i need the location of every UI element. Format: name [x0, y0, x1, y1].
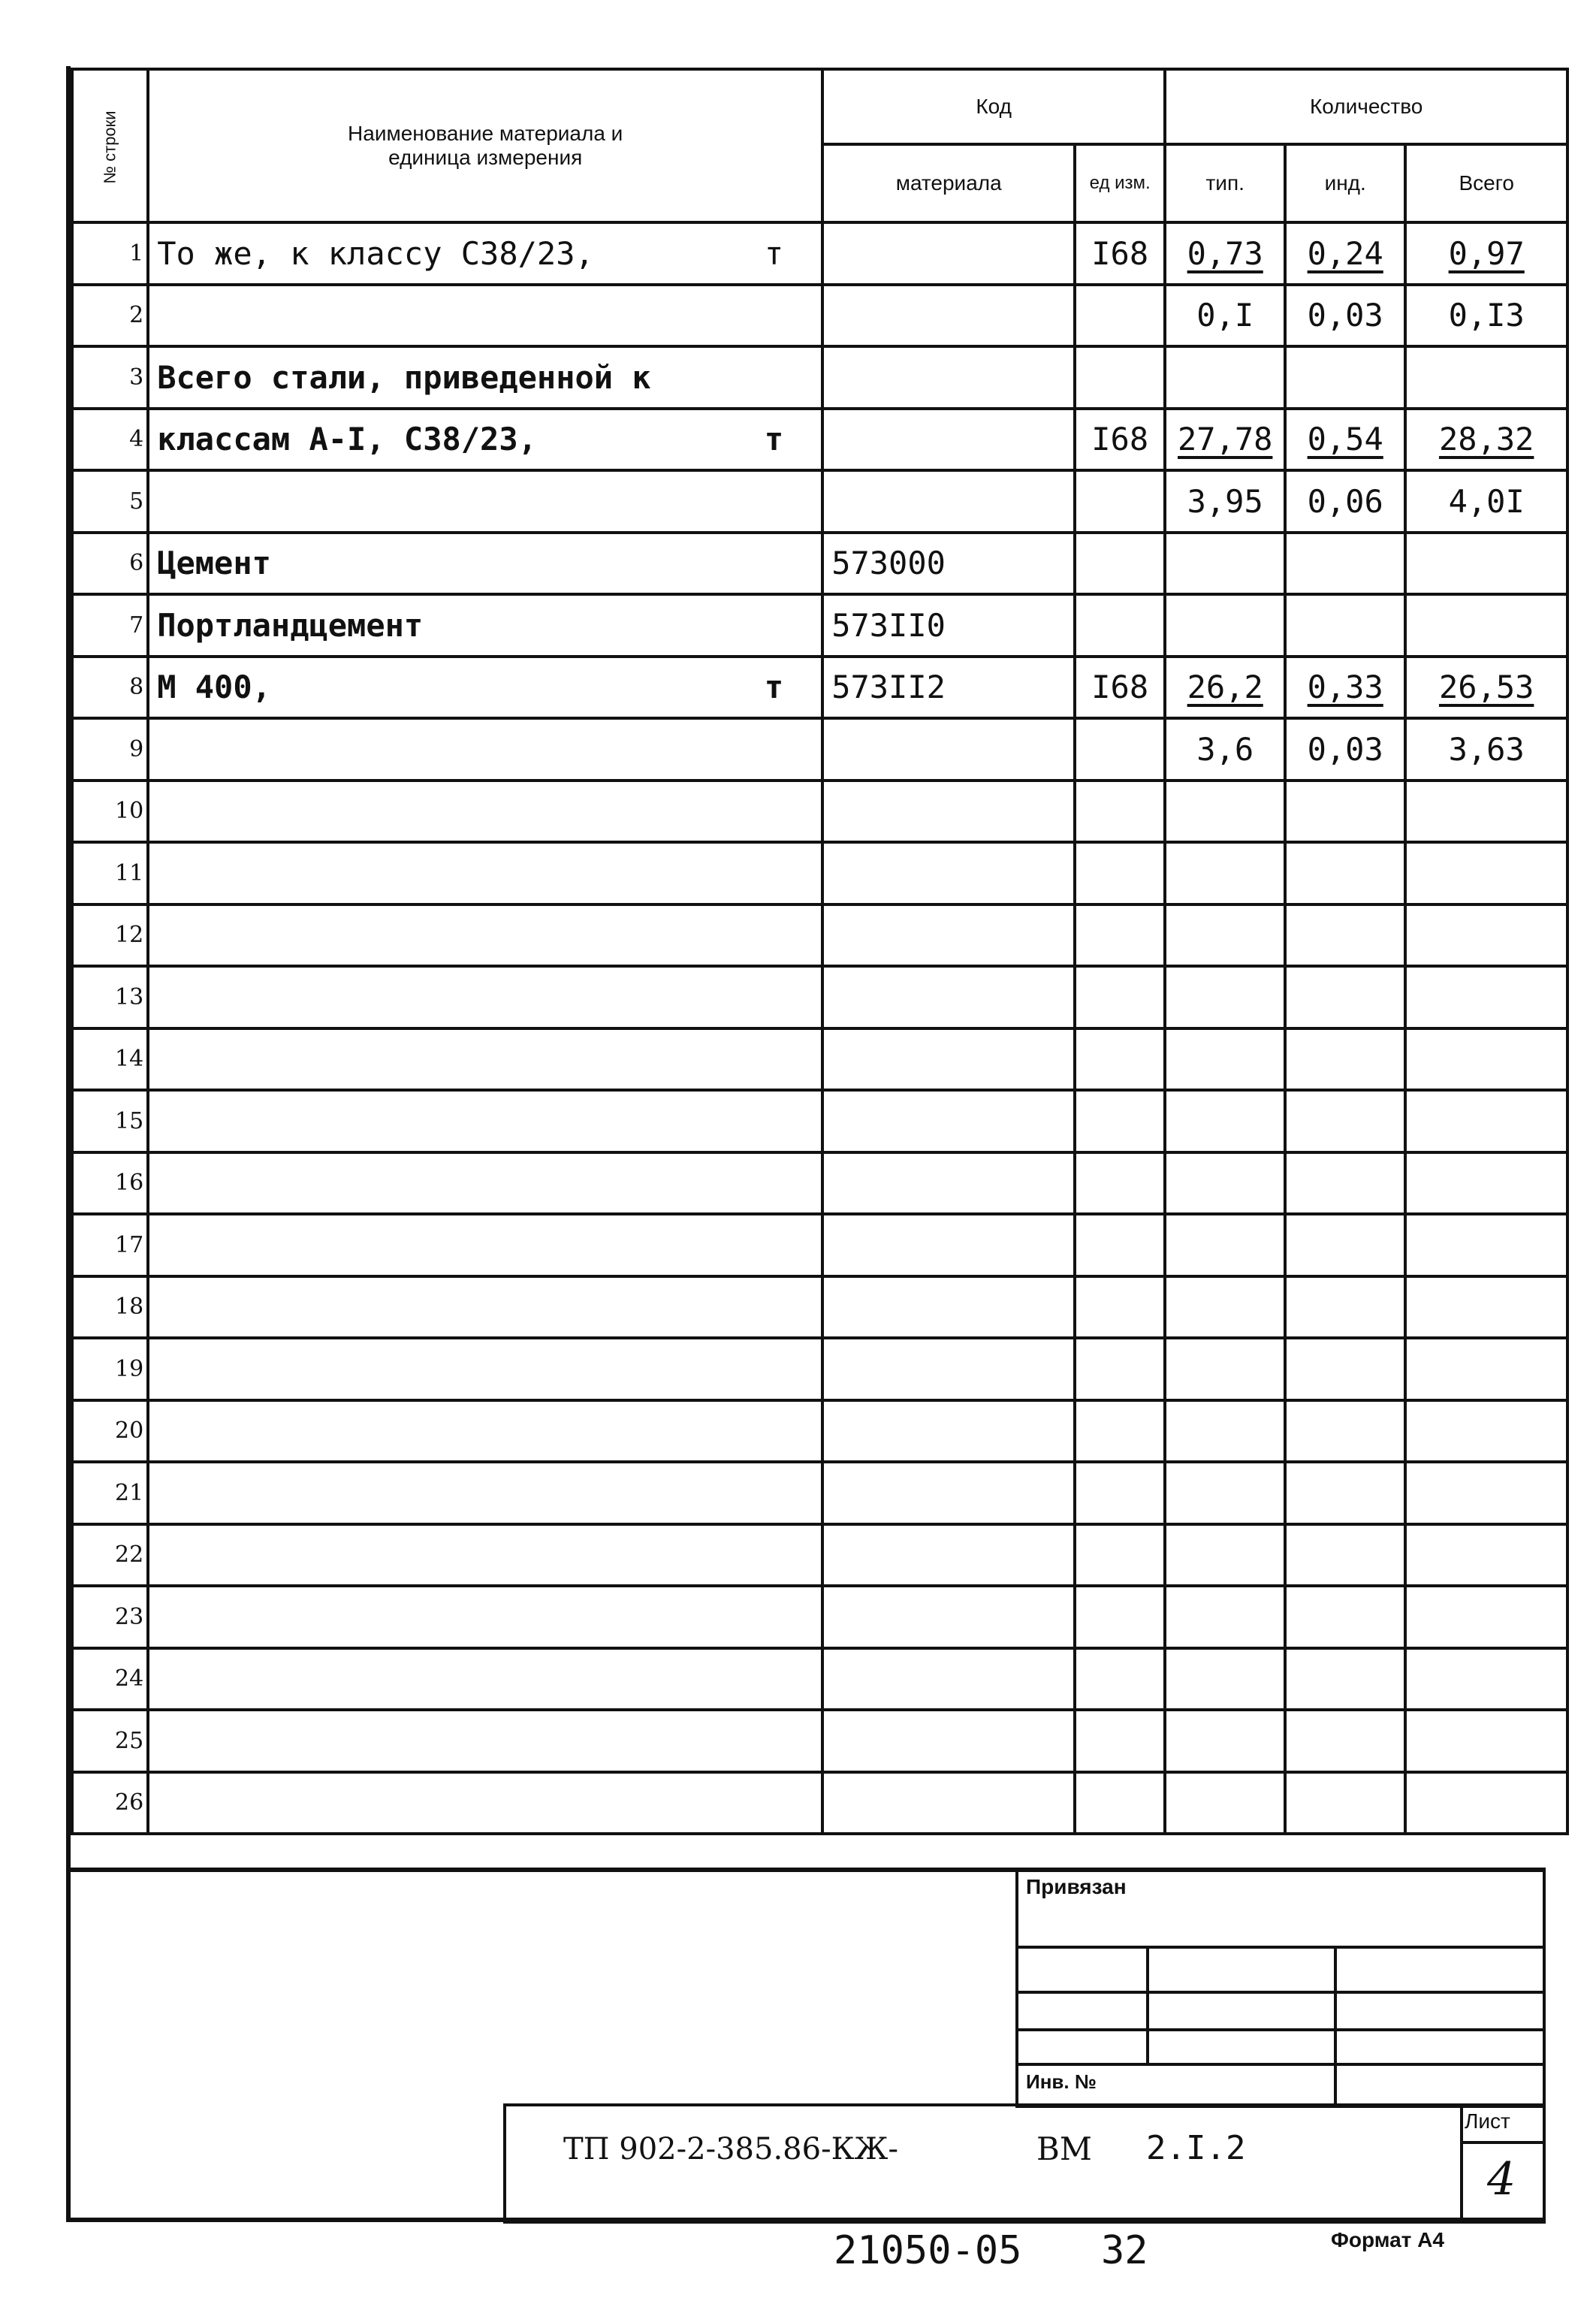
row-number: 6 — [72, 533, 148, 595]
material-name — [148, 657, 822, 719]
row-number: 8 — [72, 657, 148, 719]
row-number: 18 — [72, 1276, 148, 1339]
qty-total — [1405, 657, 1567, 719]
stamp-line — [1015, 2028, 1546, 2031]
material-code — [822, 1338, 1075, 1400]
sheet-label: Лист — [1465, 2109, 1510, 2133]
material-name — [148, 1586, 822, 1648]
row-number: 12 — [72, 904, 148, 967]
material-code: 573II0 — [822, 594, 1075, 657]
page-number: 32 — [1101, 2228, 1148, 2273]
row-number: 21 — [72, 1462, 148, 1524]
unit-code — [1075, 594, 1165, 657]
material-code — [822, 1648, 1075, 1711]
unit-code — [1075, 1214, 1165, 1276]
qty-ind — [1285, 470, 1405, 533]
material-name-text: То же, к классу С38/23, — [157, 234, 594, 272]
row-number: 13 — [72, 966, 148, 1028]
qty-total — [1405, 533, 1567, 595]
table-row — [72, 346, 1567, 409]
qty-typ — [1165, 409, 1285, 471]
material-name — [148, 1152, 822, 1215]
stamp-line — [1015, 2063, 1546, 2066]
material-name — [148, 285, 822, 347]
material-name — [148, 1710, 822, 1772]
table-row — [72, 1648, 1567, 1711]
table-row — [72, 1276, 1567, 1339]
qty-ind — [1285, 1028, 1405, 1091]
qty-total — [1405, 1710, 1567, 1772]
unit-code — [1075, 1648, 1165, 1711]
qty-typ — [1165, 470, 1285, 533]
material-code — [822, 1090, 1075, 1152]
row-number: 22 — [72, 1524, 148, 1587]
inv-no-label: Инв. № — [1026, 2070, 1097, 2093]
qty-total — [1405, 285, 1567, 347]
material-code — [822, 966, 1075, 1028]
row-number: 11 — [72, 842, 148, 904]
unit-code: I68 — [1075, 657, 1165, 719]
material-code — [822, 470, 1075, 533]
qty-total — [1405, 1462, 1567, 1524]
qty-total — [1405, 346, 1567, 409]
qty-typ — [1165, 1462, 1285, 1524]
qty-ind-value: 0,24 — [1307, 234, 1383, 272]
qty-ind — [1285, 657, 1405, 719]
qty-ind — [1285, 1710, 1405, 1772]
quantity-header: Количество — [1165, 69, 1567, 144]
qty-ind — [1285, 1772, 1405, 1834]
material-code — [822, 409, 1075, 471]
row-number: 23 — [72, 1586, 148, 1648]
qty-ind — [1285, 222, 1405, 285]
qty-ind-value: 0,33 — [1307, 669, 1383, 706]
unit-code — [1075, 1276, 1165, 1339]
unit-code — [1075, 1400, 1165, 1463]
qty-total — [1405, 409, 1567, 471]
row-number: 1 — [72, 222, 148, 285]
qty-ind — [1285, 1524, 1405, 1587]
qty-typ — [1165, 781, 1285, 843]
qty-typ — [1165, 1338, 1285, 1400]
table-row — [72, 1338, 1567, 1400]
qty-total — [1405, 966, 1567, 1028]
qty-ind — [1285, 1276, 1405, 1339]
material-name — [148, 346, 822, 409]
row-number: 10 — [72, 781, 148, 843]
unit-code — [1075, 1524, 1165, 1587]
qty-typ — [1165, 966, 1285, 1028]
section-code: ВМ — [1036, 2130, 1092, 2167]
unit-code — [1075, 966, 1165, 1028]
qty-ind — [1285, 1648, 1405, 1711]
qty-typ — [1165, 657, 1285, 719]
qty-total — [1405, 842, 1567, 904]
qty-total — [1405, 1772, 1567, 1834]
stamp-line — [1460, 2103, 1463, 2224]
unit-code — [1075, 470, 1165, 533]
unit-code — [1075, 904, 1165, 967]
qty-ind — [1285, 285, 1405, 347]
row-number: 16 — [72, 1152, 148, 1215]
qty-ind-value: 0,54 — [1307, 421, 1383, 458]
material-name — [148, 1648, 822, 1711]
material-unit-symbol — [783, 359, 813, 396]
qty-ind-value: 0,06 — [1307, 482, 1383, 520]
qty-ind — [1285, 718, 1405, 781]
qty-total — [1405, 470, 1567, 533]
row-number: 15 — [72, 1090, 148, 1152]
material-name — [148, 1090, 822, 1152]
typ-header: тип. — [1165, 144, 1285, 222]
qty-total-value: 28,32 — [1438, 421, 1534, 458]
table-row — [72, 904, 1567, 967]
qty-ind — [1285, 904, 1405, 967]
unit-code — [1075, 1772, 1165, 1834]
qty-typ — [1165, 1214, 1285, 1276]
row-number: 19 — [72, 1338, 148, 1400]
sheet-number: 4 — [1487, 2153, 1516, 2206]
material-code — [822, 346, 1075, 409]
material-unit-symbol: т — [764, 421, 784, 458]
material-name — [148, 718, 822, 781]
stamp-line — [1015, 1991, 1546, 1994]
qty-typ — [1165, 1772, 1285, 1834]
row-number: 4 — [72, 409, 148, 471]
qty-typ — [1165, 594, 1285, 657]
qty-total — [1405, 1090, 1567, 1152]
qty-ind-value: 0,03 — [1307, 297, 1383, 334]
qty-typ — [1165, 1586, 1285, 1648]
material-code — [822, 1772, 1075, 1834]
table-row — [72, 285, 1567, 347]
table-row — [72, 1400, 1567, 1463]
unit-code — [1075, 842, 1165, 904]
material-name — [148, 470, 822, 533]
table-row — [72, 594, 1567, 657]
qty-typ-value: 0,73 — [1187, 234, 1263, 272]
row-number: 20 — [72, 1400, 148, 1463]
doc-code: ТП 902-2-385.86-КЖ- — [563, 2132, 898, 2167]
material-name — [148, 594, 822, 657]
material-code — [822, 1276, 1075, 1339]
row-no-header: № строки — [72, 69, 148, 222]
table-row — [72, 842, 1567, 904]
table-row — [72, 1152, 1567, 1215]
qty-typ — [1165, 842, 1285, 904]
qty-typ-value: 26,2 — [1187, 669, 1263, 706]
row-number: 14 — [72, 1028, 148, 1091]
qty-typ-value: 27,78 — [1177, 421, 1273, 458]
material-name — [148, 1276, 822, 1339]
unit-code — [1075, 1710, 1165, 1772]
material-code — [822, 904, 1075, 967]
row-number: 2 — [72, 285, 148, 347]
qty-total — [1405, 1524, 1567, 1587]
material-code — [822, 1586, 1075, 1648]
qty-total — [1405, 781, 1567, 843]
qty-ind — [1285, 1586, 1405, 1648]
material-name — [148, 842, 822, 904]
qty-total — [1405, 1028, 1567, 1091]
unit-header: ед изм. — [1075, 144, 1165, 222]
table-row — [72, 1462, 1567, 1524]
material-name-text: Всего стали, приведенной к — [157, 358, 651, 396]
unit-code — [1075, 285, 1165, 347]
qty-typ — [1165, 1152, 1285, 1215]
material-name — [148, 222, 822, 285]
row-number: 24 — [72, 1648, 148, 1711]
code-header: Код — [822, 69, 1165, 144]
row-number: 26 — [72, 1772, 148, 1834]
material-code — [822, 285, 1075, 347]
row-number: 5 — [72, 470, 148, 533]
qty-ind — [1285, 594, 1405, 657]
unit-code — [1075, 1028, 1165, 1091]
qty-typ-value: 3,6 — [1196, 730, 1254, 768]
material-code — [822, 718, 1075, 781]
unit-code — [1075, 1090, 1165, 1152]
row-number: 25 — [72, 1710, 148, 1772]
material-code — [822, 222, 1075, 285]
material-name — [148, 1524, 822, 1587]
sheet-ref: 2.I.2 — [1146, 2129, 1246, 2167]
qty-total-value: 26,53 — [1438, 669, 1534, 706]
material-code: 573000 — [822, 533, 1075, 595]
linked-label: Привязан — [1026, 1875, 1127, 1898]
qty-total — [1405, 1338, 1567, 1400]
table-row — [72, 1710, 1567, 1772]
qty-typ — [1165, 1524, 1285, 1587]
qty-typ — [1165, 1710, 1285, 1772]
unit-code — [1075, 781, 1165, 843]
qty-ind — [1285, 781, 1405, 843]
qty-ind — [1285, 533, 1405, 595]
material-code: 573II2 — [822, 657, 1075, 719]
material-code — [822, 1710, 1075, 1772]
table-row — [72, 781, 1567, 843]
qty-typ — [1165, 1028, 1285, 1091]
table-row — [72, 1524, 1567, 1587]
row-number: 9 — [72, 718, 148, 781]
qty-total — [1405, 1648, 1567, 1711]
material-name-text: Цемент — [157, 545, 271, 582]
table-row — [72, 222, 1567, 285]
unit-code — [1075, 1152, 1165, 1215]
qty-ind — [1285, 1400, 1405, 1463]
material-name — [148, 1400, 822, 1463]
qty-typ — [1165, 285, 1285, 347]
qty-total-value: 4,0I — [1448, 482, 1525, 520]
unit-code: I68 — [1075, 409, 1165, 471]
row-number: 3 — [72, 346, 148, 409]
qty-ind — [1285, 1338, 1405, 1400]
qty-typ — [1165, 346, 1285, 409]
unit-code — [1075, 346, 1165, 409]
material-name — [148, 1214, 822, 1276]
material-name — [148, 904, 822, 967]
qty-typ — [1165, 533, 1285, 595]
total-header: Всего — [1405, 144, 1567, 222]
stamp-line — [1146, 1946, 1149, 2063]
format-label: Формат А4 — [1331, 2228, 1444, 2251]
stamp-line — [1334, 1946, 1337, 2108]
qty-ind — [1285, 1462, 1405, 1524]
table-row — [72, 409, 1567, 471]
qty-ind — [1285, 1090, 1405, 1152]
qty-typ — [1165, 1648, 1285, 1711]
material-code — [822, 1028, 1075, 1091]
table-row — [72, 1586, 1567, 1648]
material-name — [148, 1772, 822, 1834]
row-number: 7 — [72, 594, 148, 657]
material-code — [822, 1524, 1075, 1587]
stamp-line — [1460, 2141, 1546, 2144]
material-name — [148, 781, 822, 843]
unit-code: I68 — [1075, 222, 1165, 285]
unit-code — [1075, 718, 1165, 781]
material-name-text: М 400, — [157, 669, 271, 706]
qty-total — [1405, 1400, 1567, 1463]
qty-total-value: 0,97 — [1448, 234, 1525, 272]
material-name-text: Портландцемент — [157, 606, 424, 644]
archive-number: 21050-05 — [834, 2228, 1022, 2273]
unit-code — [1075, 1586, 1165, 1648]
qty-total — [1405, 1586, 1567, 1648]
unit-code — [1075, 1462, 1165, 1524]
material-name — [148, 1028, 822, 1091]
qty-ind — [1285, 346, 1405, 409]
qty-typ-value: 0,I — [1196, 297, 1254, 334]
ind-header: инд. — [1285, 144, 1405, 222]
qty-ind — [1285, 409, 1405, 471]
qty-total — [1405, 718, 1567, 781]
table-row — [72, 657, 1567, 719]
material-name — [148, 1338, 822, 1400]
table-row — [72, 718, 1567, 781]
material-name — [148, 409, 822, 471]
qty-total — [1405, 222, 1567, 285]
material-name — [148, 533, 822, 595]
table-row — [72, 1772, 1567, 1834]
material-name — [148, 1462, 822, 1524]
qty-typ — [1165, 1090, 1285, 1152]
qty-total-value: 0,I3 — [1448, 297, 1525, 334]
material-code — [822, 1214, 1075, 1276]
qty-typ — [1165, 718, 1285, 781]
material-code — [822, 842, 1075, 904]
material-unit-symbol — [783, 545, 813, 581]
qty-ind — [1285, 966, 1405, 1028]
qty-typ — [1165, 1400, 1285, 1463]
code-material-header: материала — [822, 144, 1075, 222]
stamp-line — [1015, 1946, 1546, 1949]
material-code — [822, 1462, 1075, 1524]
material-name — [148, 966, 822, 1028]
unit-code — [1075, 1338, 1165, 1400]
qty-ind — [1285, 842, 1405, 904]
table-row — [72, 1028, 1567, 1091]
material-unit-symbol: т — [764, 234, 784, 272]
table-row — [72, 966, 1567, 1028]
qty-ind — [1285, 1152, 1405, 1215]
qty-total — [1405, 904, 1567, 967]
unit-code — [1075, 533, 1165, 595]
material-code — [822, 1400, 1075, 1463]
table-row — [72, 533, 1567, 595]
table-row — [72, 1214, 1567, 1276]
name-header: Наименование материала и единица измерения — [148, 69, 822, 222]
materials-table — [71, 68, 1569, 1835]
material-unit-symbol: т — [764, 669, 784, 706]
qty-ind — [1285, 1214, 1405, 1276]
material-code — [822, 781, 1075, 843]
qty-total — [1405, 1214, 1567, 1276]
table-row — [72, 1090, 1567, 1152]
qty-typ — [1165, 904, 1285, 967]
qty-total — [1405, 594, 1567, 657]
qty-ind-value: 0,03 — [1307, 730, 1383, 768]
qty-total-value: 3,63 — [1448, 730, 1525, 768]
material-unit-symbol — [783, 607, 813, 644]
qty-total — [1405, 1276, 1567, 1339]
material-name-text: классам А-I, С38/23, — [157, 421, 537, 458]
row-number: 17 — [72, 1214, 148, 1276]
table-row — [72, 470, 1567, 533]
qty-typ — [1165, 222, 1285, 285]
qty-total — [1405, 1152, 1567, 1215]
qty-typ — [1165, 1276, 1285, 1339]
material-code — [822, 1152, 1075, 1215]
qty-typ-value: 3,95 — [1187, 482, 1263, 520]
